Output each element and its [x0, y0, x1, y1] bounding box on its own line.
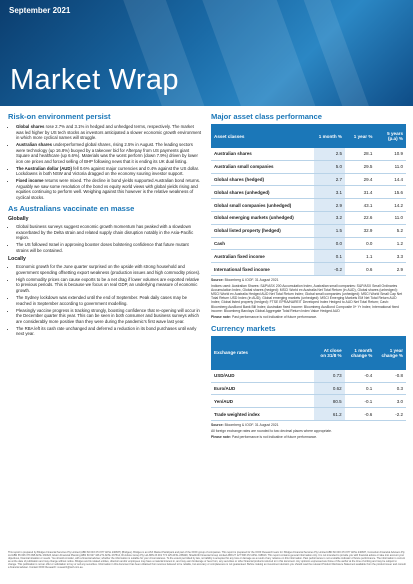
table-cell: 29.4 — [345, 173, 375, 186]
table-row — [211, 186, 406, 199]
right-column — [211, 112, 406, 439]
table-cell: 10.9 — [375, 148, 406, 160]
asset-class-table — [211, 124, 406, 276]
table-cell: 0.1 — [314, 250, 345, 263]
page-title: Market Wrap — [10, 64, 179, 96]
table-row — [211, 148, 406, 160]
table-cell: 11.0 — [375, 211, 406, 224]
table-cell: Australian fixed income — [211, 250, 314, 263]
table-cell: International fixed income — [211, 263, 314, 276]
table-cell: 1.1 — [345, 250, 375, 263]
table-row — [211, 408, 406, 421]
returns-source: Source: Bloomberg & IOOF. 31 August 2021 — [211, 277, 279, 282]
column-header: 1 month change % — [345, 336, 376, 370]
table-cell: 61.2 — [314, 408, 345, 421]
currency-table — [211, 336, 406, 421]
bullet-item: • The US followed Israel in approving booster doses bolstering confidence that future mutant strains will be contained. — [16, 242, 202, 253]
column-header: 1 month % — [314, 124, 345, 148]
table-cell: 32.9 — [345, 224, 375, 237]
bullet-item: • Global business surveys suggest economic growth momentum has peaked with a slowdown exacerbated by the Delta strain and related supply chain disruption notably in the Asia-Pacific region. — [16, 224, 202, 241]
table-cell: -0.1 — [345, 395, 376, 408]
table-cell: Global listed property (hedged) — [211, 224, 314, 237]
column-header: 5 years (p.a) % — [375, 124, 406, 148]
table-cell: 22.6 — [345, 211, 375, 224]
table-row — [211, 370, 406, 382]
table-cell: -0.2 — [314, 263, 345, 276]
global-bullet-list — [8, 224, 202, 253]
table-row — [211, 173, 406, 186]
table-cell: -2.2 — [375, 408, 406, 421]
table-cell: 3.0 — [375, 395, 406, 408]
performance-note: Please note: Past performance is not indicative of future performance. — [211, 314, 318, 319]
table-cell: 43.1 — [345, 199, 375, 212]
table-cell: 0.0 — [345, 237, 375, 250]
table-row — [211, 224, 406, 237]
local-bullet-list — [8, 264, 202, 336]
fx-rounding-note: All foreign exchange rates are rounded to two decimal places where appropriate. — [211, 429, 333, 434]
column-header: 1 year % — [345, 124, 375, 148]
table-cell: 2.5 — [314, 148, 345, 160]
table-cell: 15.6 — [375, 186, 406, 199]
table-cell: 5.0 — [314, 160, 345, 173]
table-row — [211, 211, 406, 224]
table-cell: 2.7 — [314, 173, 345, 186]
section-heading-risk: Risk-on environment persist — [8, 112, 111, 121]
table-cell: Global shares (unhedged) — [211, 186, 314, 199]
table-cell: 31.4 — [345, 186, 375, 199]
table-row — [211, 395, 406, 408]
table-cell: 1.5 — [314, 224, 345, 237]
bullet-item: • High commodity prices can cause exports to be a net drag if lower volumes are exported relative to previous periods. This is because we focus on real GDP, an underlying measure of economic growth. — [16, 277, 202, 294]
table-cell: 0.1 — [345, 382, 376, 395]
column-header: Asset classes — [211, 124, 314, 148]
table-cell: 0.3 — [375, 382, 406, 395]
table-cell: 14.2 — [375, 199, 406, 212]
table-cell: 2.9 — [375, 263, 406, 276]
table-cell: -0.4 — [345, 370, 376, 382]
table-cell: 0.0 — [314, 237, 345, 250]
bullet-item: • Fixed income returns were mixed. The decline in bond yields supported Australian bond returns. Arguably we saw some resolution of the bond vs equity world views with global yields rising and equities continuing to perform well. Weighing against this however is the relative weakness of cyclical stocks. — [16, 178, 202, 200]
bullet-item: • The Australian dollar (AUD) fell 0.6% against major currencies and 0.4% against the US dollar. Lockdowns in both NSW and Victoria dragged on the economy souring investor support. — [16, 166, 202, 177]
table-cell: -0.8 — [375, 370, 406, 382]
table-row — [211, 199, 406, 212]
table-cell: Trade weighted index — [211, 408, 314, 421]
column-header: 1 year change % — [375, 336, 406, 370]
left-column — [8, 112, 202, 338]
table-cell: 0.6 — [345, 263, 375, 276]
table-row — [211, 382, 406, 395]
table-cell: Australian shares — [211, 148, 314, 160]
bullet-item: • Pleasingly vaccine progress is tracking strongly, boosting confidence that re-opening will occur in the December quarter this year. This can be seen in both consumer and business surveys which are considerably more positive than they were during the pandemic's first wave last year. — [16, 308, 202, 325]
table-cell: USD/AUD — [211, 370, 314, 382]
section-heading-performance: Major asset class performance — [211, 112, 323, 121]
table-cell: 1.2 — [375, 237, 406, 250]
table-cell: 3.2 — [314, 211, 345, 224]
column-header: At close on 31/8 % — [314, 336, 345, 370]
risk-bullet-list — [8, 124, 202, 200]
table-cell: 5.2 — [375, 224, 406, 237]
table-cell: 29.5 — [345, 160, 375, 173]
table-cell: 3.1 — [314, 186, 345, 199]
table-cell: 80.5 — [314, 395, 345, 408]
section-heading-vaccine: As Australians vaccinate en masse — [8, 204, 135, 214]
fx-source: Source: Bloomberg & IOOF. 31 August 2021 — [211, 423, 279, 427]
bullet-item: • The Sydney lockdown was extended until the end of September. Peak daily cases may be reached in September according to government modelling. — [16, 295, 202, 306]
table-row — [211, 160, 406, 173]
bullet-item: • Australian shares underperformed global shares, rising 2.5% in August. The leading sectors were technology (up 16.8%) buoyed by a takeover bid for Afterpay from US payments giant Square and healthcare (up 6.6%). Materials was the worst perform (down 7.9%) driven by lower iron ore prices and forced selling of BHP following news that it is ending its UK dual listing. — [16, 142, 202, 164]
table-cell: 0.73 — [314, 370, 345, 382]
table-cell: Global emerging markets (unhedged) — [211, 211, 314, 224]
fx-performance-note: Please note: Past performance is not indicative of future performance. — [211, 435, 318, 440]
table-cell: 2.9 — [314, 199, 345, 212]
table-cell: Euro/AUD — [211, 382, 314, 395]
table-cell: 28.1 — [345, 148, 375, 160]
bullet-item: • Global shares rose 2.7% and 3.1% in hedged and unhedged terms, respectively. The market was led higher by US tech stocks as investors anticipated a slower economic growth environment in which more cyclical names will struggle. — [16, 124, 202, 141]
table-cell: Global shares (hedged) — [211, 173, 314, 186]
issue-date: September 2021 — [9, 6, 71, 15]
column-header: Exchange rates — [211, 336, 314, 370]
subheading-globally: Globally — [8, 216, 29, 223]
table-cell: Yen/AUD — [211, 395, 314, 408]
table-cell: Cash — [211, 237, 314, 250]
table-cell: 14.4 — [375, 173, 406, 186]
bullet-item: • Economic growth for the June quarter surprised on the upside with strong household and government spending offsetting export weakness (production issues and high commodity prices). — [16, 264, 202, 275]
table-cell: Global small companies (unhedged) — [211, 199, 314, 212]
table-cell: 11.0 — [375, 160, 406, 173]
table-row — [211, 250, 406, 263]
subheading-locally: Locally — [8, 256, 26, 263]
bullet-item: • The RBA left its cash rate unchanged and deferred a reduction in its bond purchases until early next year. — [16, 326, 202, 337]
table-cell: 3.3 — [375, 250, 406, 263]
table-row — [211, 237, 406, 250]
disclaimer: This report is prepared by Bridges Financial Services Pty Limited (ABN 60 003 474 977 AFSL 240837) (Bridges). Bridges is an ASX Market Participant and part of the IOOF group of companies. This report is prepared for the IOOF Research team for: Bridges Financial Services Pty Limited ABN 60 003 474 977 AFSL 240837, Consultum Financial Advisers Pty Ltd ABN 65 006 373 995 AFSL 230323, Elston Financial Planning ABN 60 627 446 271 AFSL 237514, RI Advice Group Pty Ltd ABN 23 001 774 125 AFSL 238429, Shadforth Financial Group Limited ABN 27 127 508 472 AFSL 318613. This report contains general information only. It is not intended to provide you with financial advice or take into account your objectives, financial situation or needs. You should consider, with a financial adviser, whether the information is suitable for your circumstances. To the extent permitted by law, no liability is accepted for any loss or damage as a result of any reliance on this information. Past performance is not a reliable indicator of future performance. The information is current as at the date of publication and may change without notice. Bridges and its related entities, directors and/or employees may have a material interest in, and may earn brokerage or fees from, any securities or other financial products referred to in this document. Any opinions expressed are those of the author at the time of writing and may be subject to change. This publication is not an offer or solicitation to buy or sell any securities. Information in this document has been obtained from sources believed to be reliable, but accuracy or completeness is not guaranteed. Before making an investment decision you should read the relevant Product Disclosure Statement available from the product issuer and consult a financial adviser. Contact IOOF Research: research@ioof.com.au. — [8, 551, 406, 569]
table-cell: 0.62 — [314, 382, 345, 395]
table-cell: -0.6 — [345, 408, 376, 421]
table-cell: Australian small companies — [211, 160, 314, 173]
header-banner — [0, 0, 413, 106]
indices-note: Indices used: Australian Shares: S&P/ASX 200 Accumulation Index, Australian small companies: S&P/ASX Small Ordinaries Accumulation Index, Global shares (hedged): MSCI World ex Australia Net Total Return (in AUD), Global shares (unhedged): MSCI World ex Australia Hedged AUD Net Total Return Index; Global small companies (unhedged): MSCI World Small Cap Net Total Return USD Index (in AUD); Global emerging markets (unhedged): MSCI Emerging Markets EM Net Total Return AUD Index; Global listed property (hedged): FTSE EPRA/NAREIT Developed Index Hedged to AUD Net Total Return; Cash: Bloomberg AusBond Bank Bill Index; Australian fixed income: Bloomberg AusBond Composite 0+ Yr Index; International fixed income: Bloomberg Barclays Global Aggregate Total Return Index Value Hedged AUD — [211, 284, 403, 313]
section-heading-currency: Currency markets — [211, 323, 276, 333]
table-row — [211, 263, 406, 276]
